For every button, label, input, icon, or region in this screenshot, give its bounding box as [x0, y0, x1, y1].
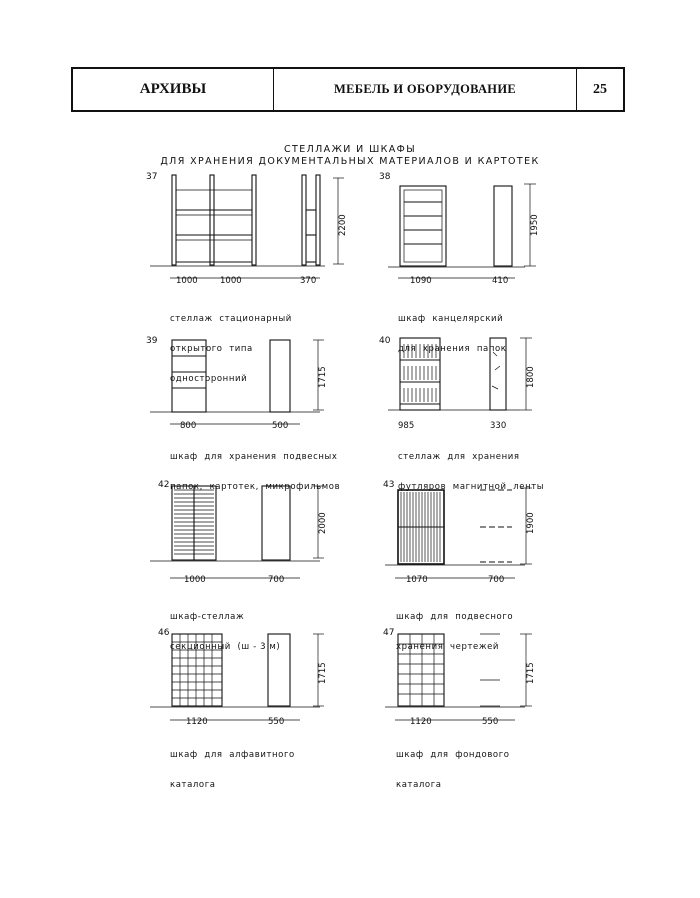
figure-caption	[170, 432, 340, 502]
dimension-label: 2200	[338, 214, 348, 236]
dimension-label: 700	[268, 575, 285, 585]
caption-line: шкаф-стеллаж	[170, 612, 245, 622]
caption-line: стеллаж для хранения	[398, 452, 520, 462]
figure-caption	[170, 592, 280, 662]
caption-line: каталога	[396, 780, 442, 790]
dimension-label: 1000	[220, 276, 242, 286]
dimension-label: 500	[272, 421, 289, 431]
figure-caption	[396, 592, 513, 662]
plate-title: СТЕЛЛАЖИ И ШКАФЫ	[283, 144, 417, 155]
dimension-label: 1715	[318, 662, 328, 684]
figure-number: 46	[158, 628, 170, 638]
dimension-label: 550	[482, 717, 499, 727]
caption-line: каталога	[170, 780, 216, 790]
figure-number: 37	[146, 172, 158, 182]
caption-line: шкаф для фондового	[396, 750, 510, 760]
caption-line: футляров магнитной ленты	[398, 482, 545, 492]
dimension-label: 1070	[406, 575, 428, 585]
topic-title: МЕБЕЛЬ И ОБОРУДОВАНИЕ	[274, 69, 577, 110]
caption-line: шкаф для хранения подвесных	[170, 452, 338, 462]
caption-line: хранения чертежей	[396, 642, 500, 652]
page-number: 25	[593, 81, 607, 97]
figure-number: 38	[379, 172, 391, 182]
dimension-label: 1000	[176, 276, 198, 286]
figure-caption	[396, 730, 510, 800]
caption-line: открытого типа	[170, 344, 253, 354]
caption-line: шкаф для подвесного	[396, 612, 514, 622]
dimension-label: 1120	[410, 717, 432, 727]
figure-caption	[398, 294, 507, 364]
dimension-label: 1800	[526, 366, 536, 388]
caption-line: для хранения папок	[398, 344, 507, 354]
figure-number: 39	[146, 336, 158, 346]
dimension-label: 550	[268, 717, 285, 727]
dimension-label: 1900	[526, 512, 536, 534]
section-title: АРХИВЫ	[73, 69, 274, 110]
caption-line: папок, картотек, микрофильмов	[170, 482, 341, 492]
dimension-label: 370	[300, 276, 317, 286]
dimension-label: 1120	[186, 717, 208, 727]
dimension-label: 410	[492, 276, 509, 286]
drawing-rack-stationary	[150, 175, 344, 278]
figure-caption	[170, 730, 295, 800]
dimension-label: 700	[488, 575, 505, 585]
dimension-label: 1715	[318, 366, 328, 388]
figure-number: 43	[383, 480, 395, 490]
dimension-label: 985	[398, 421, 415, 431]
caption-line: односторонний	[170, 374, 248, 384]
caption-line: стеллаж стационарный	[170, 314, 292, 324]
dimension-label: 330	[490, 421, 507, 431]
dimension-label: 1000	[184, 575, 206, 585]
figure-number: 47	[383, 628, 395, 638]
caption-line: шкаф канцелярский	[398, 314, 504, 324]
dimension-label: 2000	[318, 512, 328, 534]
figure-number: 40	[379, 336, 391, 346]
dimension-label: 1950	[530, 214, 540, 236]
caption-line: шкаф для алфавитного	[170, 750, 295, 760]
dimension-label: 800	[180, 421, 197, 431]
plate-subtitle: ДЛЯ ХРАНЕНИЯ ДОКУМЕНТАЛЬНЫХ МАТЕРИАЛОВ И КАРТОТЕК	[160, 156, 540, 167]
dimension-label: 1715	[526, 662, 536, 684]
figure-caption	[170, 294, 292, 394]
figure-number: 42	[158, 480, 170, 490]
caption-line: секционный (ш - 3 м)	[170, 642, 281, 652]
drawing-office-cabinet	[388, 184, 536, 278]
dimension-label: 1090	[410, 276, 432, 286]
figure-caption	[398, 432, 544, 502]
